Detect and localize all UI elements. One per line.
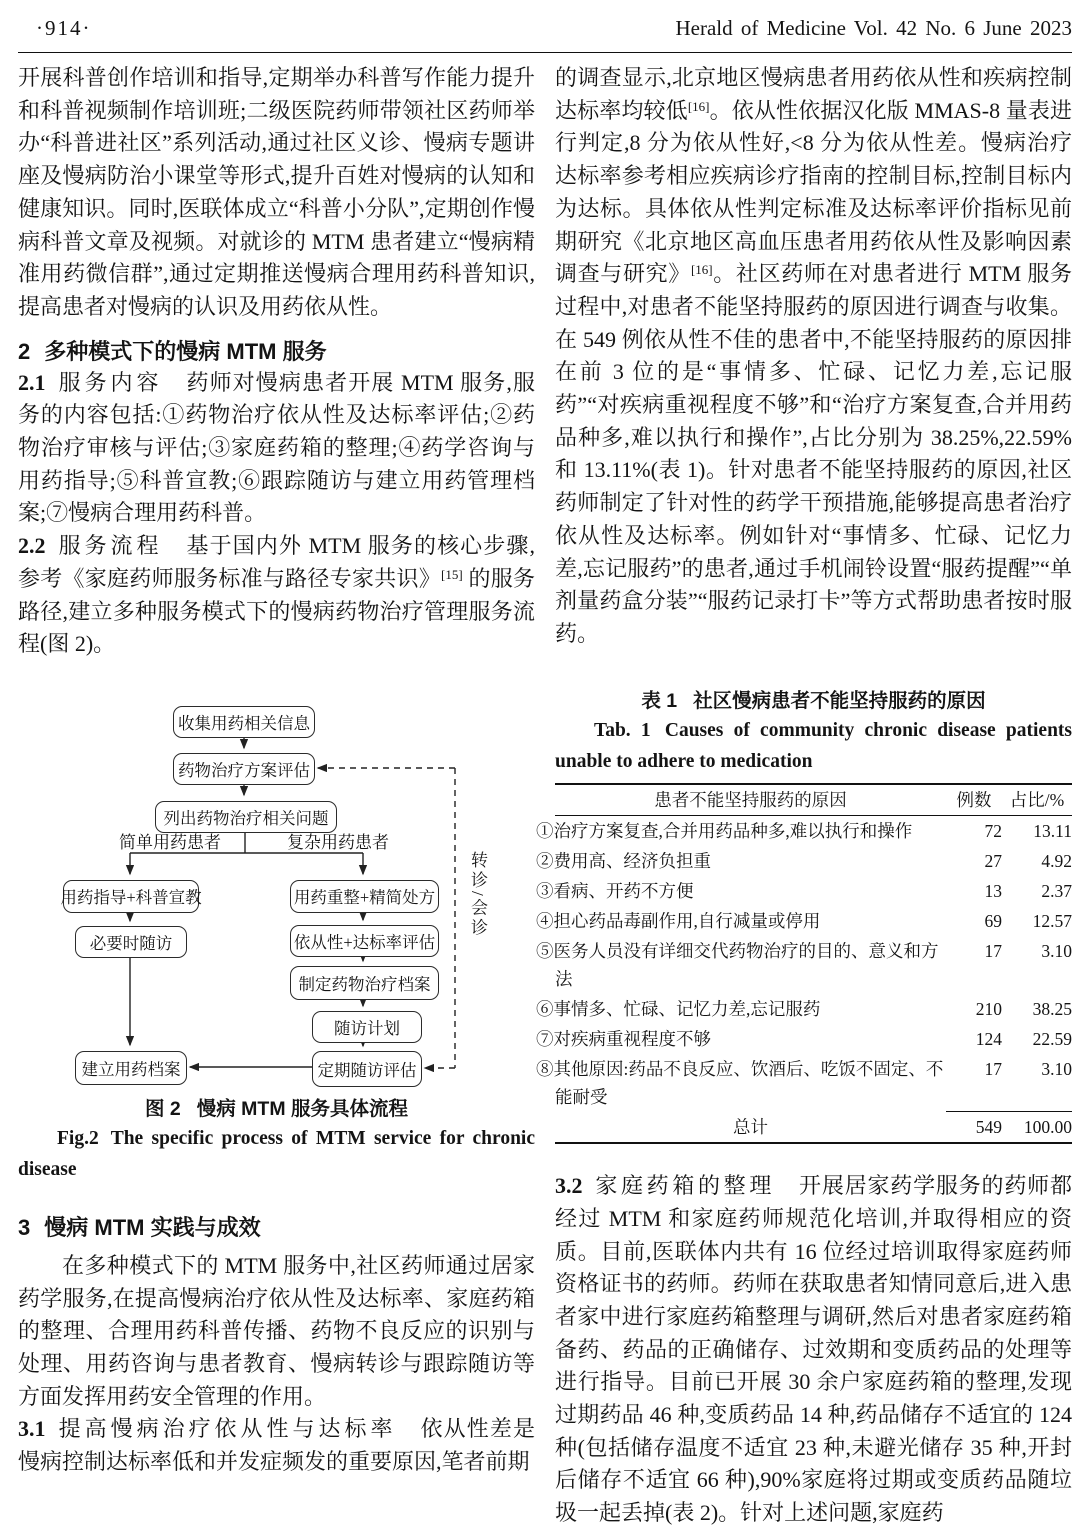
table-nonadherence-causes	[536, 783, 1072, 1145]
header-rule	[18, 52, 1072, 53]
table-caption-text: Causes of community chronic disease patients	[664, 719, 1073, 741]
subsection-number: 3.2	[555, 1173, 583, 1199]
header-count: 例数	[946, 784, 1002, 816]
flow-node-therapy-record: 制定药物治疗档案	[290, 966, 439, 1000]
figure-caption-en-line1	[18, 1123, 535, 1154]
table-total-row	[555, 1112, 1072, 1144]
paragraph-text: 开展科普创作培训和指导,定期举办科普写作能力提升和科普视频制作培训班;二级医院药师带领社区药师举办“科普进社区”系列活动,通过社区义诊、慢病专题讲座及慢病防治小课堂等形式,提升百姓对慢病的认知和健康知识。同时,医联体成立“科普小分队”,定期创作慢病科普文章及视频。对就诊的 MTM 患者建立“慢病精准用药微信群”,通过定期推送慢病合理用药科普知识,提高患者对慢病的认识及用药依从性。	[18, 65, 535, 319]
cell-reason: ⑥事情多、忙碌、记忆力差,忘记服药	[536, 998, 821, 1019]
left-column	[18, 62, 535, 1479]
table-row	[555, 846, 1072, 876]
cell-count: 27	[984, 850, 1002, 871]
table-row	[555, 1054, 1072, 1112]
cell-reason: ⑧其他原因:药品不良反应、饮酒后、吃饭不固定、不能耐受	[536, 1058, 944, 1107]
flow-referral-label: 转诊/会诊	[468, 850, 487, 939]
section-number: 2	[18, 338, 31, 364]
paragraph-text: 开展居家药学服务的药师都经过 MTM 和家庭药师规范化培训,并取得相应的资质。目前,医联体内共有 16 位经过培训取得家庭药师资格证书的药师。药师在获取患者知情同意后,进入患者家中进行家庭药箱整理与调研,然后对患者家庭药箱备药、药品的正确储存、过效期和变质药品的处理等进行指导。目前已开展 30 余户家庭药箱的整理,发现过期药品 46 种,变质药品 14 种,药品储存不适宜的 124 种(包括储存温度不适宜 23 种,未避光储存 35 种,开封后储存不适宜 66 种),90%家庭将过期或变质药品随垃圾一起丢掉(表 2)。针对上述问题,家庭药	[555, 1173, 1072, 1526]
subsection-number: 3.1	[18, 1416, 46, 1442]
table-header	[555, 784, 1072, 816]
journal-header: Herald of Medicine Vol. 42 No. 6 June 2023	[675, 16, 1072, 40]
flow-node-list-problems: 列出药物治疗相关问题	[155, 801, 337, 833]
cell-count: 210	[975, 998, 1002, 1019]
flow-node-guidance-education: 用药指导+科普宣教	[63, 880, 199, 913]
figure-caption-zh	[18, 1095, 535, 1123]
table-caption-en-line1	[555, 715, 1072, 746]
paragraph-text: 。社区药师在对患者进行 MTM 服务过程中,对患者不能坚持服药的原因进行调查与收集。在 549 例依从性不佳的患者中,不能坚持服药的原因排在前 3 位的是“事情多、忙碌、记忆力差,忘记服药”“对疾病重视程度不够”和“治疗方案复查,合并用药品种多,难以执行和操作”,占比分别为 38.25%,22.59%和 13.11%(表 1)。针对患者不能坚持服药的原因,社区药师制定了针对性的药学干预措施,能够提高患者治疗依从性及达标率。例如针对“事情多、忙碌、记忆力差,忘记服药”的患者,通过手机闹铃设置“服药提醒”“单剂量药盒分装”“服药记录打卡”等方式帮助患者按时服药。	[555, 261, 1072, 646]
cell-reason: ②费用高、经济负担重	[536, 850, 711, 871]
paragraph-text: 基于国内外 MTM 服务的核心步骤,参考《家庭药师服务标准与路径专家共识》	[18, 533, 535, 591]
table-row	[555, 1024, 1072, 1054]
paragraph-text: 依从性差是慢病控制达标率低和并发症频发的重要原因,笔者前期	[18, 1416, 535, 1475]
cell-reason: ⑦对疾病重视程度不够	[536, 1028, 711, 1049]
cell-count: 13	[984, 880, 1002, 901]
right-column	[536, 62, 1073, 1530]
section-title: 慢病 MTM 实践与成效	[44, 1214, 261, 1240]
figure-caption-en-line2: disease	[18, 1158, 77, 1180]
cell-percent: 22.59	[1032, 1028, 1072, 1049]
paragraph-3-2	[555, 1170, 1072, 1530]
paragraph-3-1	[18, 1413, 535, 1478]
cell-reason: ①治疗方案复查,合并用药品种多,难以执行和操作	[536, 820, 913, 841]
paragraph-text: 的调查显示,北京地区慢病患者用药依从性和疾病控制达标率均较低	[555, 65, 1072, 123]
section-number: 3	[18, 1214, 31, 1240]
cell-percent: 3.10	[1041, 1058, 1072, 1079]
paragraph-text: 在多种模式下的 MTM 服务中,社区药师通过居家药学服务,在提高慢病治疗依从性及达标率、家庭药箱的整理、合理用药科普传播、药物不良反应的识别与处理、用药咨询与患者教育、慢病转诊与跟踪随访等方面发挥用药安全管理的作用。	[18, 1252, 535, 1409]
cell-reason: ④担心药品毒副作用,自行减量或停用	[536, 910, 821, 931]
flow-node-create-archive: 建立用药档案	[75, 1051, 187, 1085]
figure-label-en: Fig.2	[57, 1127, 99, 1149]
paragraph-3-intro	[18, 1250, 535, 1414]
paragraph-text: 。依从性依据汉化版 MMAS-8 量表进行判定,8 分为依从性好,<8 分为依从性差。慢病治疗达标率参考相应疾病诊疗指南的控制目标,控制目标内为达标。具体依从性判定标准及达标率评价指标见前期研究《北京地区高血压患者用药依从性及影响因素调查与研究》	[555, 97, 1072, 287]
paragraph-text: 的服务路径,建立多种服务模式下的慢病药物治疗管理服务流程(图 2)。	[18, 565, 535, 657]
flow-node-reconciliation: 用药重整+精简处方	[290, 880, 439, 913]
table-row	[555, 994, 1072, 1024]
flow-node-followup-plan: 随访计划	[312, 1011, 422, 1043]
figure-title: 慢病 MTM 服务具体流程	[196, 1097, 408, 1120]
table-title: 社区慢病患者不能坚持服药的原因	[693, 689, 986, 712]
table-label: 表 1	[641, 689, 678, 712]
reference-marker: [16]	[687, 98, 710, 114]
table-label-en: Tab. 1	[594, 719, 651, 741]
flow-node-adherence-eval: 依从性+达标率评估	[290, 925, 439, 957]
paragraph-2-2	[18, 530, 535, 661]
flow-node-followup-if-needed: 必要时随访	[75, 926, 187, 958]
table-row	[555, 876, 1072, 906]
cell-count: 124	[975, 1028, 1002, 1049]
reference-marker: [16]	[690, 262, 713, 278]
figure-caption-text: The specific process of MTM service for chronic	[110, 1127, 535, 1149]
flow-branch-label-simple: 简单用药患者	[119, 832, 221, 852]
cell-count: 17	[984, 1058, 1002, 1079]
table-caption-zh	[555, 687, 1072, 715]
flow-branch-label-complex: 复杂用药患者	[287, 832, 389, 852]
table-caption-en-line2: unable to adhere to medication	[555, 750, 813, 772]
subsection-title: 提高慢病治疗依从性与达标率	[57, 1416, 397, 1442]
section-title: 多种模式下的慢病 MTM 服务	[44, 338, 327, 364]
subsection-title: 服务内容	[57, 369, 163, 395]
cell-percent: 3.10	[1041, 940, 1072, 961]
section-heading-3	[18, 1213, 535, 1243]
cell-percent: 12.57	[1032, 910, 1072, 931]
table-row	[555, 815, 1072, 846]
cell-reason: ⑤医务人员没有详细交代药物治疗的目的、意义和方法	[536, 940, 939, 989]
section-heading-2	[18, 337, 535, 367]
cell-total-count: 549	[946, 1112, 1002, 1144]
flow-node-periodic-eval: 定期随访评估	[312, 1051, 422, 1087]
paragraph-continuation	[18, 62, 535, 324]
header-reason: 患者不能坚持服药的原因	[555, 784, 946, 816]
paragraph-text: 药师对慢病患者开展 MTM 服务,服务的内容包括:①药物治疗依从性及达标率评估;②药物治疗审核与评估;③家庭药箱的整理;④药学咨询与用药指导;⑤科普宣教;⑥跟踪随访与建立用药管理档案;⑦慢病合理用药科普。	[18, 369, 535, 526]
subsection-number: 2.2	[18, 533, 46, 559]
cell-total-label: 总计	[733, 1116, 768, 1137]
cell-count: 69	[984, 910, 1002, 931]
cell-total-percent: 100.00	[1002, 1112, 1072, 1144]
cell-percent: 2.37	[1041, 880, 1072, 901]
table-row	[555, 936, 1072, 994]
flow-node-plan-evaluation: 药物治疗方案评估	[173, 753, 315, 785]
paragraph-2-1	[18, 367, 535, 531]
flowchart-mtm-process	[18, 673, 535, 1091]
subsection-title: 家庭药箱的整理	[594, 1173, 776, 1199]
table-body	[536, 815, 1072, 1143]
cell-reason: ③看病、开药不方便	[536, 880, 694, 901]
figure-label: 图 2	[145, 1097, 181, 1120]
cell-count: 72	[984, 820, 1002, 841]
subsection-number: 2.1	[18, 369, 46, 395]
paragraph-continuation	[555, 62, 1072, 651]
reference-marker: [15]	[441, 566, 463, 582]
cell-percent: 4.92	[1041, 850, 1072, 871]
header-percent: 占比/%	[1002, 784, 1072, 816]
flow-node-collect-info: 收集用药相关信息	[173, 706, 315, 738]
table-header-row	[555, 784, 1072, 816]
cell-percent: 38.25	[1032, 998, 1072, 1019]
table-row	[555, 906, 1072, 936]
subsection-title: 服务流程	[57, 533, 163, 559]
cell-count: 17	[984, 940, 1002, 961]
page-number: ·914·	[36, 16, 92, 40]
cell-percent: 13.11	[1033, 820, 1072, 841]
